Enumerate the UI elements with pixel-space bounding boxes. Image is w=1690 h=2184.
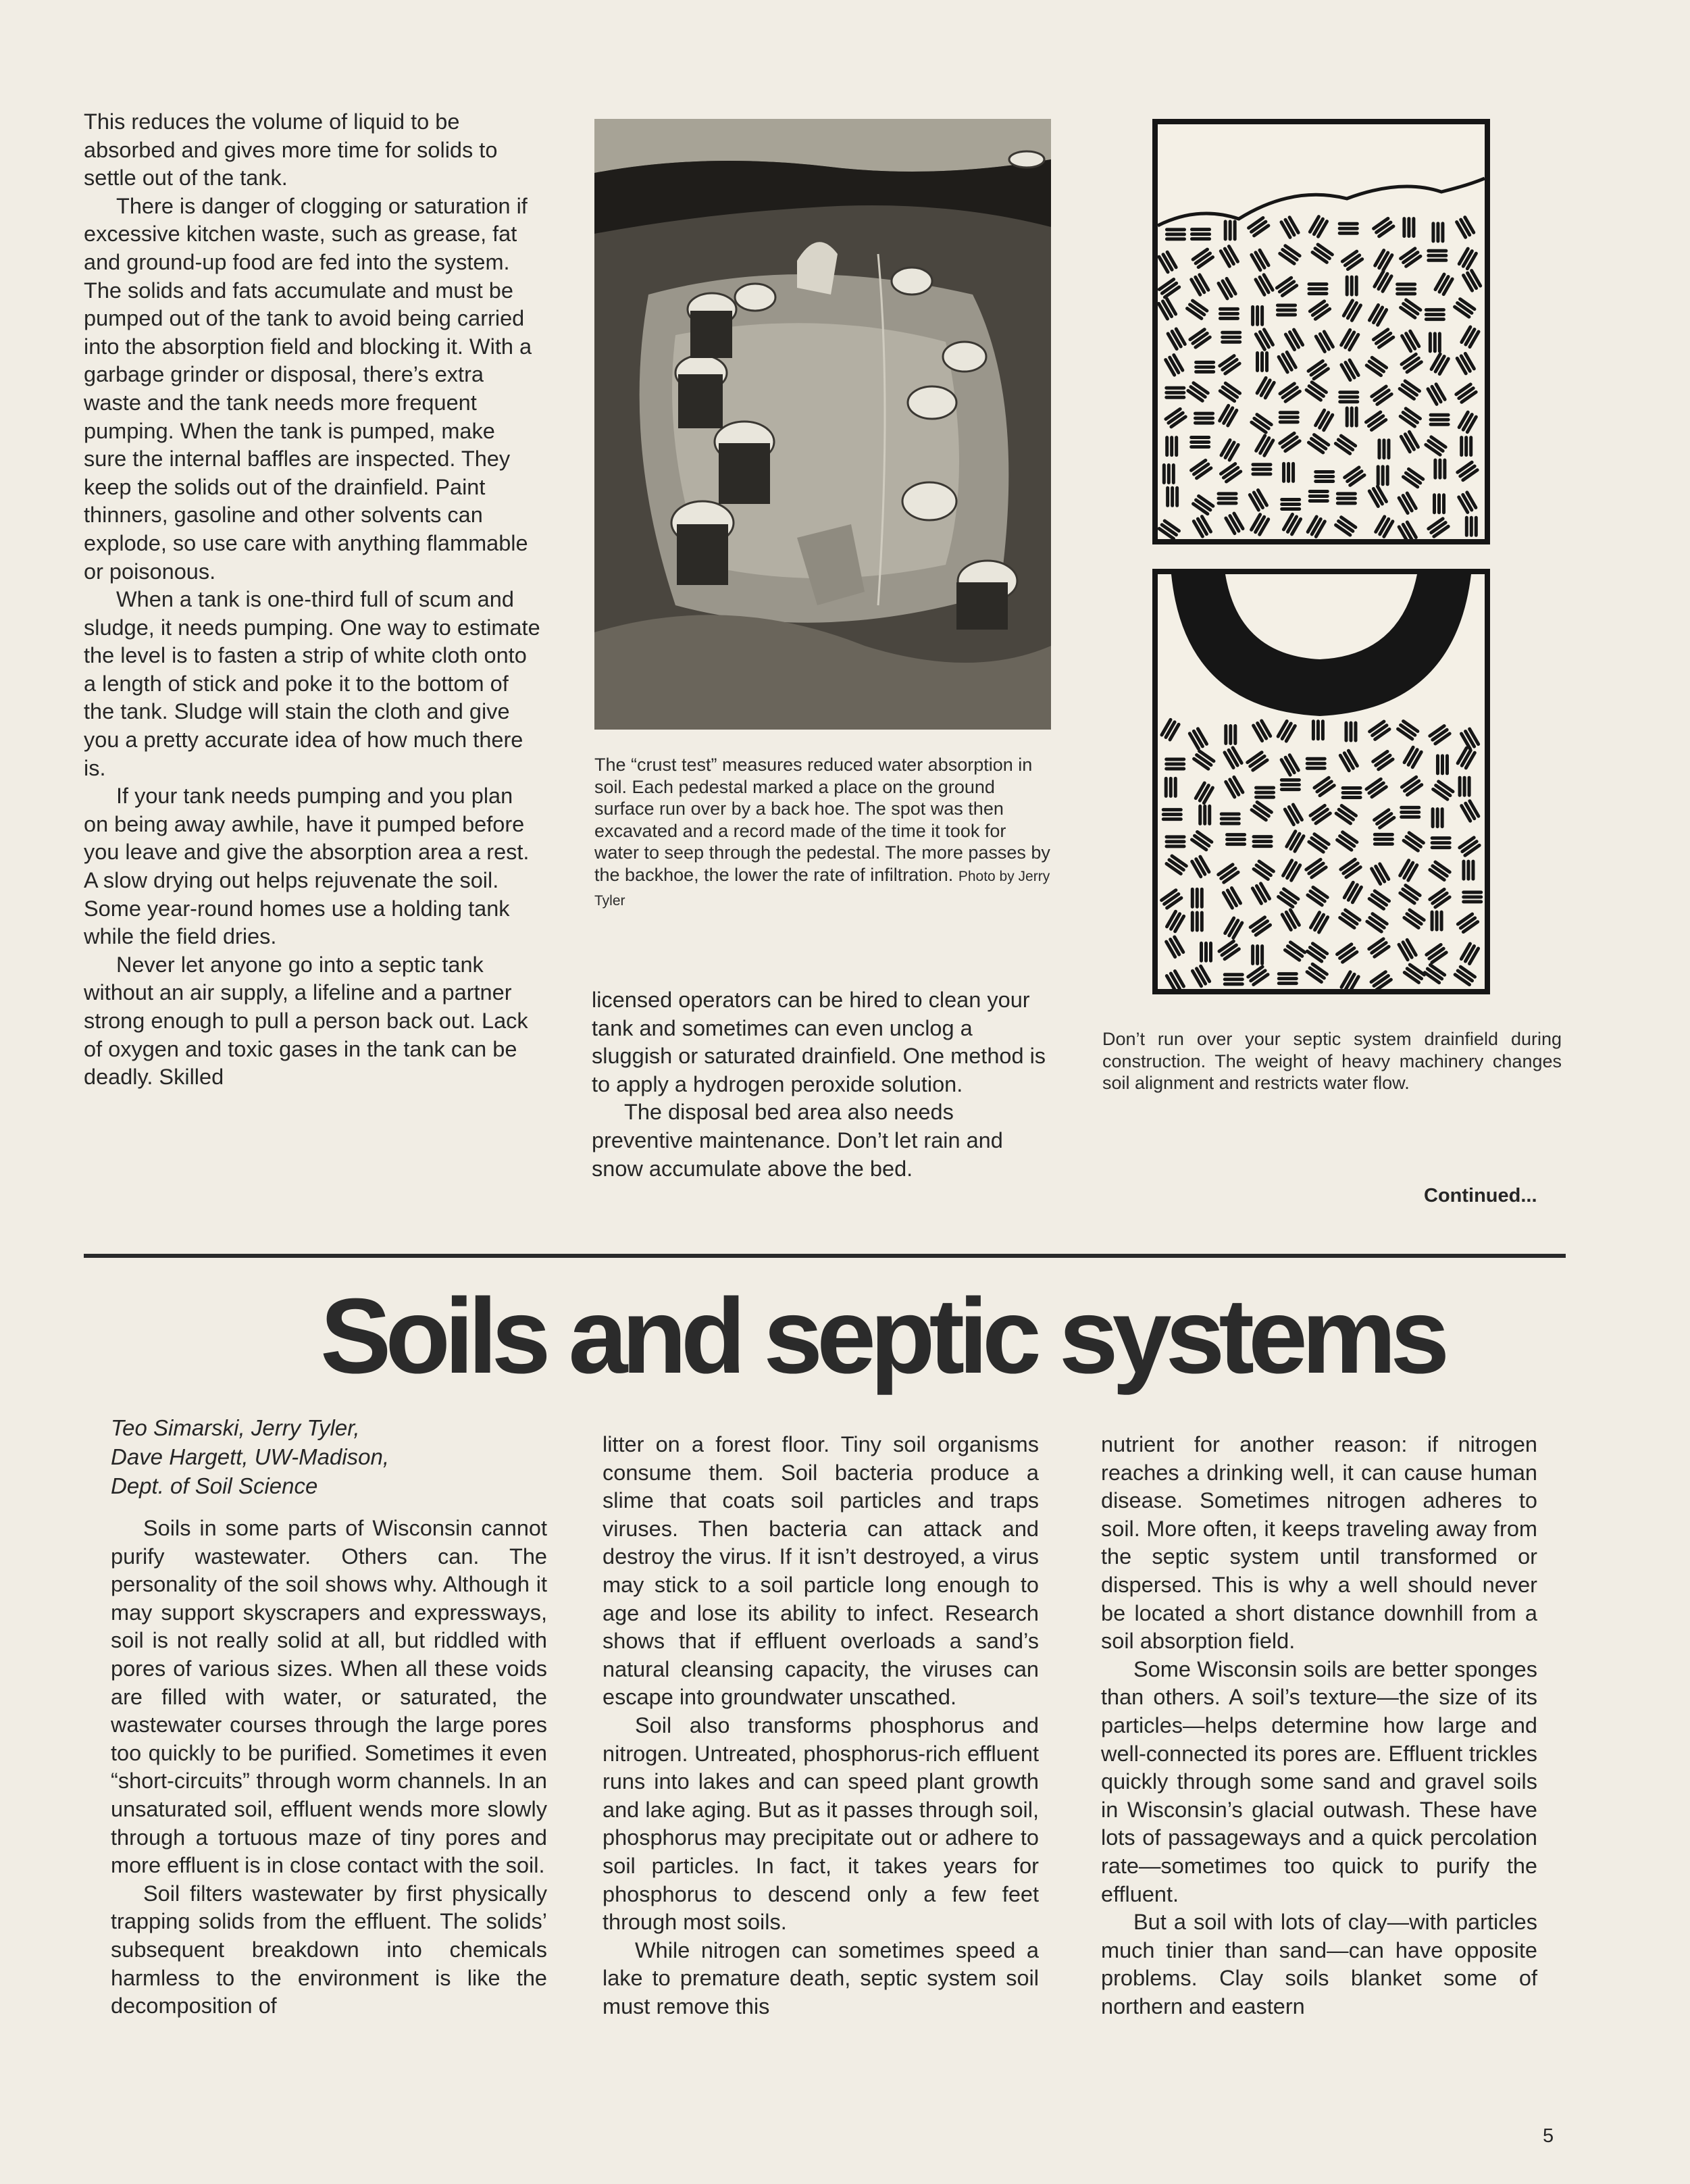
paragraph: Never let anyone go into a septic tank without an air supply, a lifeline and a partner strong enough to pull a person back out. Lack of oxygen and toxic gases in the tank can be deadly. Skilled xyxy=(84,952,528,1090)
article-title: Soils and septic systems xyxy=(320,1277,1444,1396)
article-column-3 xyxy=(1101,1431,1537,2021)
photo-caption xyxy=(594,754,1054,912)
article-column-2 xyxy=(603,1431,1039,2021)
byline-line: Dept. of Soil Science xyxy=(111,1473,318,1498)
paragraph: When a tank is one-third full of scum and sludge, it needs pumping. One way to estimate the level is to fasten a strip of white cloth onto a length of stick and poke it to the bottom of the tank. Sludge will stain the cloth and give you a pretty accurate idea of how much there is. xyxy=(84,587,540,780)
illustration-caption: Don’t run over your septic system drainfield during construction. The weight of heavy machinery changes soil alignment and restricts water flow. xyxy=(1102,1029,1562,1094)
paragraph: nutrient for another reason: if nitrogen reaches a drinking well, it can cause human disease. Sometimes nitrogen adheres to soil. More often, it keeps traveling away from the septic system until transformed or dispersed. This is why a well should never be located a short distance downhill from a soil absorption field. xyxy=(1101,1432,1537,1654)
crust-test-photo xyxy=(594,119,1051,730)
paragraph: litter on a forest floor. Tiny soil organisms consume them. Soil bacteria produce a slime that coats soil particles and traps viruses. Then bacteria can attack and destroy the virus. If it isn’t destroyed, a virus may stick to a soil particle long enough to age and lose its ability to infect. Research shows that if effluent overloads a sand’s natural cleansing capacity, the viruses can escape into groundwater unscathed. xyxy=(603,1432,1039,1710)
byline-line: Dave Hargett, UW-Madison, xyxy=(111,1444,390,1469)
article-column-1 xyxy=(111,1515,547,2021)
paragraph: If your tank needs pumping and you plan on being away awhile, have it pumped before you leave and give the absorption area a rest. A slow drying out helps rejuvenate the soil. Some year-round homes use a holding tank while the field dries. xyxy=(84,784,530,949)
paragraph: Soil filters wastewater by first physically trapping solids from the effluent. The solids’ subsequent breakdown into chemicals harmless to the environment is like the decomposition of xyxy=(111,1881,547,2018)
paragraph: There is danger of clogging or saturation if excessive kitchen waste, such as grease, fat and ground-up food are fed into the system. The solids and fats accumulate and must be pumped out of the tank to avoid being carried into the absorption field and blocking it. With a garbage grinder or disposal, there’s extra waste and the tank needs more frequent pumping. When the tank is pumped, make sure the internal baffles are inspected. They keep the solids out of the drainfield. Paint thinners, gasoline and other solvents can explode, so use care with anything flammable or poisonous. xyxy=(84,193,532,584)
compacted-soil-illustration xyxy=(1152,569,1490,994)
continued-label: Continued... xyxy=(1424,1185,1537,1207)
paragraph: The disposal bed area also needs preventive maintenance. Don’t let rain and snow accumulate above the bed. xyxy=(592,1100,1003,1181)
left-text-column xyxy=(84,108,543,1092)
paragraph: This reduces the volume of liquid to be absorbed and gives more time for solids to settle out of the tank. xyxy=(84,109,498,191)
paragraph: But a soil with lots of clay—with particles much tinier than sand—can have opposite problems. Clay soils blanket some of northern and eastern xyxy=(1101,1910,1537,2018)
paragraph: licensed operators can be hired to clean your tank and sometimes can even unclog a sluggish or saturated drainfield. One method is to apply a hydrogen peroxide solution. xyxy=(592,988,1046,1096)
paragraph: Some Wisconsin soils are better sponges than others. A soil’s texture—the size of its particles—helps determine how large and well-connected its pores are. Effluent trickles quickly through some sand and gravel soils in Wisconsin’s glacial outwash. These have lots of passageways and a quick percolation rate—sometimes too quick to purify the effluent. xyxy=(1101,1656,1537,1906)
paragraph: While nitrogen can sometimes speed a lake to premature death, septic system soil must remove this xyxy=(603,1937,1039,2018)
paragraph: Soils in some parts of Wisconsin cannot purify wastewater. Others can. The personality of the soil shows why. Although it may support skyscrapers and expressways, soil is not really solid at all, but riddled with pores of various sizes. When all these voids are filled with water, or saturated, the wastewater courses through the large pores too quickly to be purified. Sometimes it even “short-circuits” through worm channels. In an unsaturated soil, effluent wends more slowly through a tortuous maze of tiny pores and more effluent is in close contact with the soil. xyxy=(111,1516,547,1878)
middle-text-column xyxy=(592,986,1058,1183)
byline-line: Teo Simarski, Jerry Tyler, xyxy=(111,1415,360,1440)
undisturbed-soil-illustration xyxy=(1152,119,1490,544)
section-divider xyxy=(84,1254,1566,1258)
paragraph: Soil also transforms phosphorus and nitrogen. Untreated, phosphorus-rich effluent runs into lakes and can speed plant growth and lake aging. But as it passes through soil, phosphorus may precipitate out or adhere to soil particles. In fact, it takes years for phosphorus to descend only a few feet through most soils. xyxy=(603,1712,1039,1935)
photo-caption-text: The “crust test” measures reduced water absorption in soil. Each pedestal marked a place on the ground surface run over by a back hoe. The spot was then excavated and a record made of the time it took for water to seep through the pedestal. The more passes by the backhoe, the lower the rate of infiltration. xyxy=(594,755,1050,885)
byline xyxy=(111,1413,584,1500)
photo-credit: Photo by Jerry Tyler xyxy=(594,868,1050,909)
page-number: 5 xyxy=(1543,2125,1554,2147)
